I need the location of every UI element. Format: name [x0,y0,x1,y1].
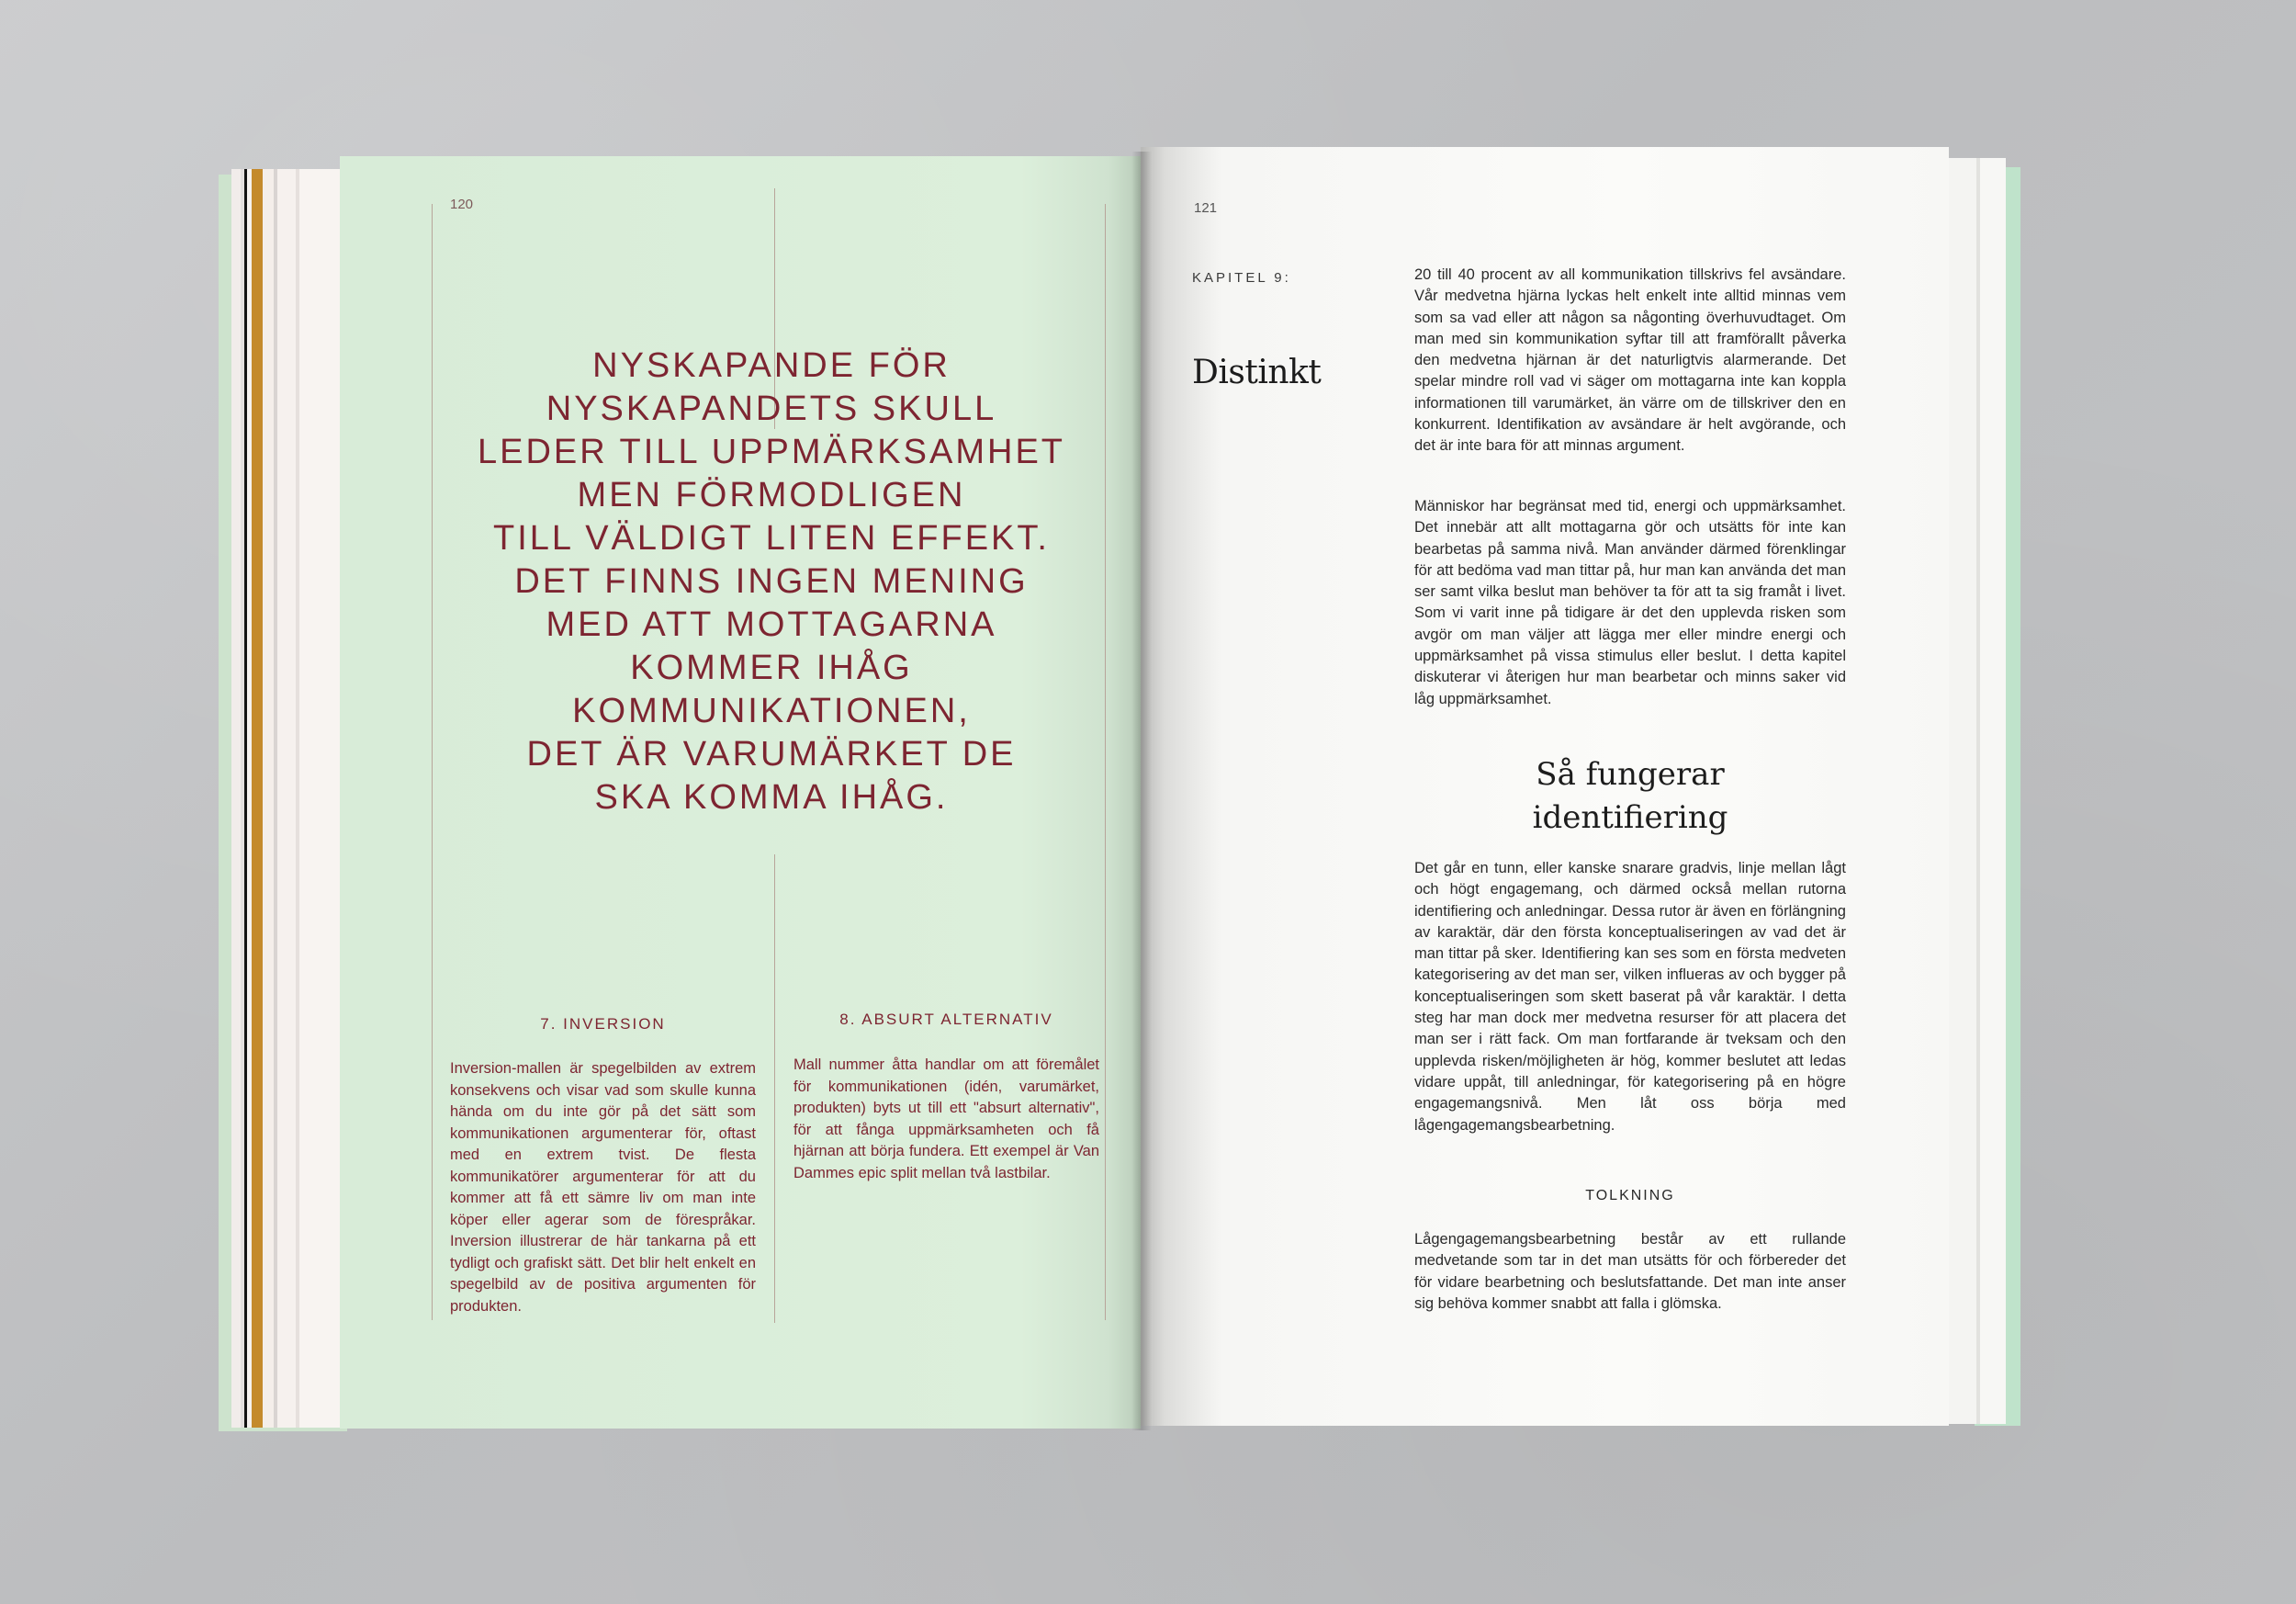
paragraph-text: Det går en tunn, eller kanske snarare gradvis, linje mellan lågt och högt engagemang, och därmed också mellan rutorna identifiering och anledningar. Dessa rutor är även en förlängning av karaktär, där den första konceptualiseringen av vad det är man tittar på sker. Identifiering kan ses som en första medveten kategorisering av det man ser, vilken influeras av och bygger på konceptualiseringen som skett baserat på vår karaktär. I detta steg har man dock mer medvetna resurser för att placera det man ser i rätt fack. Om man fortfarande är tveksam och den upplevda risken/möjligheten är hög, kommer beslutet att ledas vidare uppåt, till anledningar, för kategorisering på en högre engagemangsnivå. Men låt oss börja med lågengagemangsbearbetning. [1414,860,1846,1134]
body-paragraph-1 [1414,265,1846,457]
subheading-line: Så fungerar [1536,756,1725,793]
chapter-label: KAPITEL 9: [1192,270,1291,286]
pull-quote-line: KOMMUNIKATIONEN, [572,692,971,730]
section-7-heading: 7. INVERSION [540,1015,666,1033]
paragraph-text: 20 till 40 procent av all kommunikation tillskrivs fel avsändare. Vår medvetna hjärna lyckas helt enkelt inte alltid minnas vem som sa vad eller att någon sa någonting överhuvudtaget. Om man med sin kommunikation syftar till att framförallt påverka den medvetna hjärnan är det naturligtvis alarmerande. Det spelar mindre roll vad vi säger om mottagarna inte kan koppla informationen till varumärket, än värre om de tillskriver den en konkurrent. Identifikation av avsändare är helt avgörande, och det är inte bara för att minnas argument. [1414,266,1846,455]
pull-quote-line: DET ÄR VARUMÄRKET DE [526,735,1017,774]
body-paragraph-3 [1414,858,1846,1136]
tolkning-heading: TOLKNING [1585,1188,1675,1203]
section-subheading [1414,753,1846,840]
pull-quote-line: MED ATT MOTTAGARNA [546,605,997,644]
right-page-stack [1940,158,2006,1424]
pull-quote-line: LEDER TILL UPPMÄRKSAMHET [477,433,1066,471]
paragraph-text: Lågengagemangsbearbetning består av ett rullande medvetande som tar in det man utsätts för och förbereder det för vidare bearbetning och beslutsfattande. Det man inte anser sig behöva kommer snabbt att falla i glömska. [1414,1231,1846,1312]
pull-quote-line: DET FINNS INGEN MENING [514,562,1029,601]
body-paragraph-2 [1414,496,1846,710]
page-number-left: 120 [450,197,474,212]
subheading-line: identifiering [1532,799,1728,836]
pull-quote-line: KOMMER IHÅG [630,649,913,687]
section-7-body: Inversion-mallen är spegelbilden av extrem konsekvens och visar vad som skulle kunna hända om du inte gör på det sätt som kommunikationen argumenterar för, oftast med en extrem tvist. De flesta kommunikatörer argumenterar för att du kommer att få ett sämre liv om man inte köper eller agerar som de förespråkar. Inversion illustrerar de här tankarna på ett tydligt och grafiskt sätt. Det blir helt enkelt en spegelbild av de positiva argumenten för produkten. [450,1060,756,1315]
pull-quote-line: MEN FÖRMODLIGEN [577,476,966,514]
chapter-title: Distinkt [1192,354,1322,391]
section-8-heading: 8. ABSURT ALTERNATIV [839,1011,1053,1028]
center-rule-bottom [774,854,775,1323]
pull-quote-line: TILL VÄLDIGT LITEN EFFEKT. [493,519,1050,558]
body-paragraph-4 [1414,1229,1846,1315]
left-page-stack [231,169,342,1428]
page-number-right: 121 [1194,200,1218,216]
pull-quote-line: SKA KOMMA IHÅG. [594,778,949,817]
pull-quote [432,345,1111,819]
paragraph-text: Människor har begränsat med tid, energi och uppmärksamhet. Det innebär att allt mottagarna gör och utsätts för inte kan bearbetas på samma nivå. Man använder därmed förenklingar för att bedöma vad man tittar på, hur man kan använda det man ser samt vilka beslut man behöver ta för att ta sig framåt i livet. Som vi varit inne på tidigare är det den upplevda risken som avgör om man väljer att lägga mer eller mindre energi och uppmärksamhet på vissa stimulus eller beslut. I detta kapitel diskuterar vi återigen hur man bearbetar och minns saker vid låg uppmärksamhet. [1414,498,1846,707]
book-gutter [1131,152,1152,1430]
pull-quote-line: NYSKAPANDETS SKULL [546,390,997,428]
pull-quote-line: NYSKAPANDE FÖR [592,346,951,385]
section-8-body: Mall nummer åtta handlar om att föremålet för kommunikationen (idén, varumärket, produkten) byts ut till ett "absurt alternativ", för att fånga uppmärksamheten och få hjärnan att börja fundera. Ett exempel är Van Dammes epic split mellan två lastbilar. [793,1056,1099,1181]
